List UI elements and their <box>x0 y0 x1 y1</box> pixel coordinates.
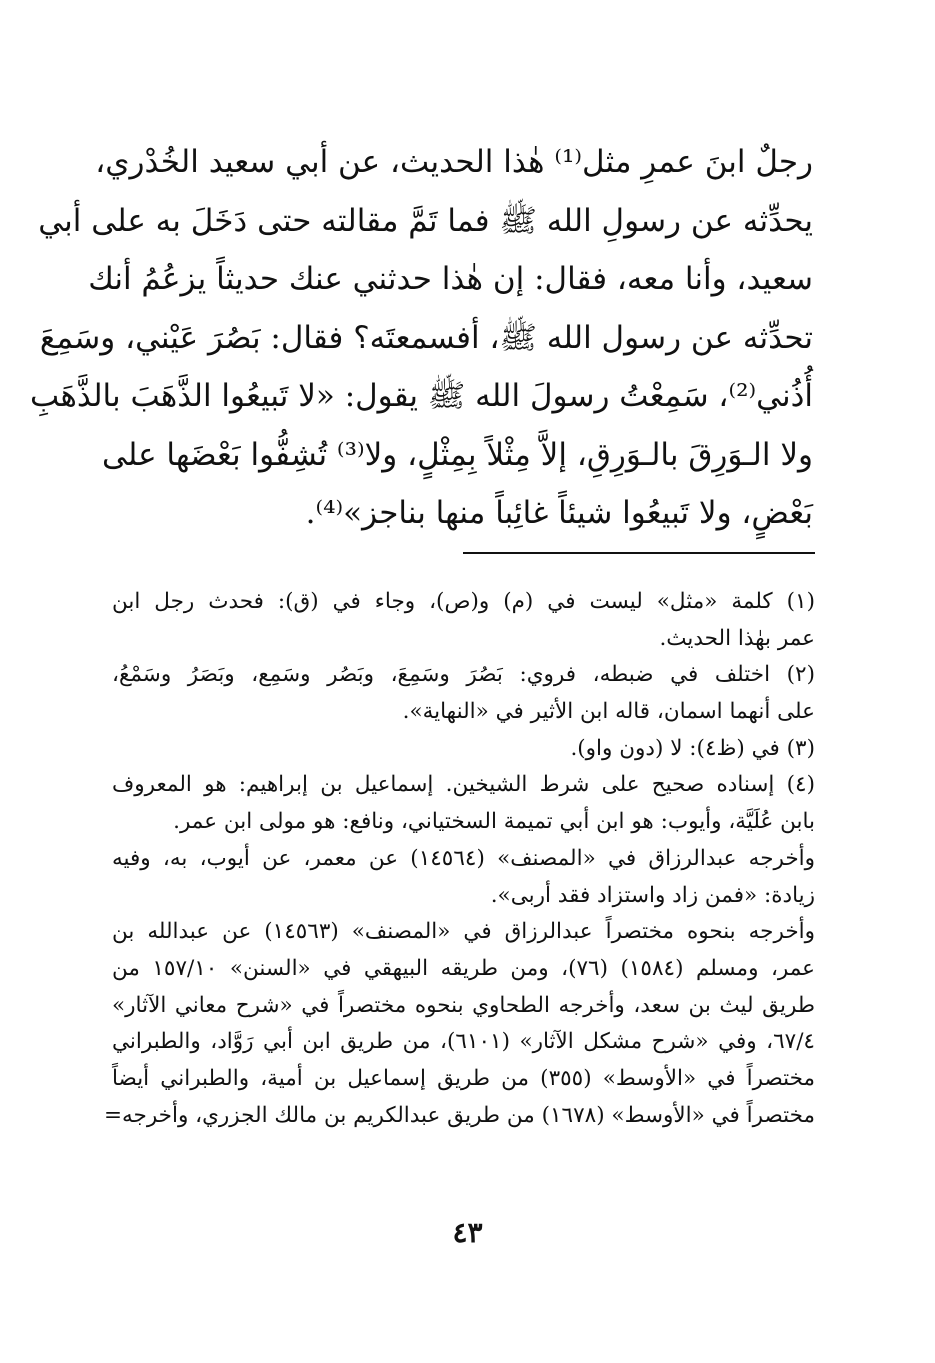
footnote-4-line: وأخرجه بنحوه مختصراً عبدالرزاق في «المصنف» (١٤٥٦٣) عن عبدالله بن <box>112 919 815 945</box>
main-text-line: سعيد، وأنا معه، فقال: إن هٰذا حدثني عنك حديثاً يزعُمُ أنك <box>88 261 813 297</box>
footnote-4-line: وأخرجه عبدالرزاق في «المصنف» (١٤٥٦٤) عن معمر، عن أيوب، به، وفيه <box>112 845 815 871</box>
main-text-line: أُذُني⁽²⁾، سَمِعْتُ رسولَ الله ﷺ يقول: «لا تَبيعُوا الذَّهَبَ بالذَّهَبِ <box>30 378 813 414</box>
main-text-line: تحدِّثه عن رسول الله ﷺ، أفسمعتَه؟ فقال: بَصُرَ عَيْني، وسَمِعَ <box>39 319 813 356</box>
footnote-4-line: (٤) إسناده صحيح على شرط الشيخين. إسماعيل بن إبراهيم: هو المعروف <box>112 772 815 798</box>
footnote-1-line: (١) كلمة «مثل» ليست في (م) و(ص)، وجاء في (ق): فحدث رجل ابن <box>112 589 815 614</box>
footnote-2-line: على أنهما اسمان، قاله ابن الأثير في «النهاية». <box>402 699 815 725</box>
footnote-1-line: عمر بهٰذا الحديث. <box>659 625 815 651</box>
footnote-4-line: عمر، ومسلم (١٥٨٤) (٧٦)، ومن طريقه البيهقي في «السنن» ١٥٧/١٠ من <box>112 955 816 981</box>
footnote-4-line: مختصراً في «الأوسط» (٣٥٥) من طريق إسماعيل بن أمية، والطبراني أيضاً <box>112 1065 815 1091</box>
footnote-3-line: (٣) في (ظ٤): لا (دون واو). <box>570 735 815 761</box>
footnote-4-line: ٦٧/٤، وفي «شرح مشكل الآثار» (٦١٠١)، من طريق ابن أبي رَوَّاد، والطبراني <box>112 1029 815 1055</box>
main-text-line: رجلٌ ابنَ عمرِ مثل⁽¹⁾ هٰذا الحديث، عن أبي سعيد الخُدْري، <box>95 144 813 180</box>
footnote-4-line: زيادة: «فمن زاد واستزاد فقد أربى». <box>490 882 815 908</box>
footnotes-section <box>103 584 816 1134</box>
footnote-2-line: (٢) اختلف في ضبطه، فروي: بَصُرَ وسَمِعَ، وبَصُر وسَمِع، وبَصَرُ وسَمْعُ، <box>112 662 815 688</box>
footnote-separator-rule <box>463 552 815 554</box>
main-text-line: بَعْضٍ، ولا تَبيعُوا شيئاً غائِباً منها بناجز»⁽⁴⁾. <box>305 495 813 531</box>
main-text-line: يحدِّثه عن رسولِ الله ﷺ فما تَمَّ مقالته حتى دَخَلَ به على أبي <box>38 202 813 239</box>
main-text-line: ولا الـوَرِقَ بالـوَرِقِ، إلاَّ مِثْلاً بِمِثْلٍ، ولا⁽³⁾ تُشِفُّوا بَعْضَها على <box>101 436 813 473</box>
main-text-body <box>30 133 813 543</box>
page-number: ٤٣ <box>452 1216 483 1249</box>
footnote-4-line: بابن عُلَيَّة، وأيوب: هو ابن أبي تميمة السختياني، ونافع: هو مولى ابن عمر. <box>173 809 815 835</box>
footnote-4-line: طريق ليث بن سعد، وأخرجه الطحاوي بنحوه مختصراً في «شرح معاني الآثار» <box>112 992 815 1018</box>
footnote-4-line: مختصراً في «الأوسط» (١٦٧٨) من طريق عبدالكريم بن مالك الجزري، وأخرجه= <box>103 1102 815 1128</box>
